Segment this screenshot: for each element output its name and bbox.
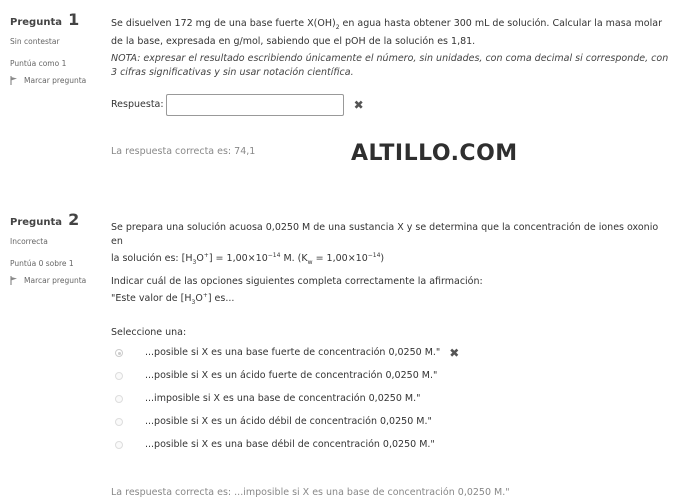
options-list xyxy=(111,341,671,456)
select-one-label: Seleccione una: xyxy=(111,327,187,339)
radio-option-1[interactable] xyxy=(115,349,123,357)
option-3[interactable]: ...imposible si X es una base de concentración 0,0250 M." xyxy=(111,387,671,410)
question-1-score: Puntúa como 1 xyxy=(10,59,67,68)
question-1-title: Pregunta 1 xyxy=(10,10,80,29)
flag-icon xyxy=(10,76,18,85)
question-1-note: NOTA: expresar el resultado escribiendo únicamente el número, sin unidades, con coma decimal si corresponde, con 3 cifras significativas y sin usar notación científica. xyxy=(111,52,669,78)
question-1-info xyxy=(10,10,110,85)
question-1-status: Sin contestar xyxy=(10,37,60,46)
question-1-text: Se disuelven 172 mg de una base fuerte $X(OH)_2$ en agua hasta obtener 300 mL de solución. Calcular la masa molar de la base, expresada en g/mol, sabiendo que el pOH de la solución es 1,81. xyxy=(111,18,662,47)
option-1[interactable]: ...posible si X es una base fuerte de concentración 0,0250 M." ✖ xyxy=(111,341,671,364)
incorrect-icon: ✖ xyxy=(353,97,364,112)
question-2-text: Se prepara una solución acuosa 0,0250 M de una sustancia X y se determina que la concentración de iones oxonio en la solución es: $[H_3O^+] = 1,00\times 10^{-14}$ M. $(K_w = 1,00\times 10^{-14})$ xyxy=(111,222,659,267)
radio-option-4[interactable] xyxy=(115,418,123,426)
answer-row xyxy=(111,94,671,116)
radio-option-3[interactable] xyxy=(115,395,123,403)
radio-option-5[interactable] xyxy=(115,441,123,449)
watermark: ALTILLO.COM xyxy=(351,141,518,166)
question-2-instruction: Indicar cuál de las opciones siguientes completa correctamente la afirmación: xyxy=(111,276,483,288)
question-2-score: Puntúa 0 sobre 1 xyxy=(10,259,74,268)
question-2-statement: "Este valor de $[H_3O^+]$ es... xyxy=(111,292,235,307)
question-2-content xyxy=(111,221,671,500)
incorrect-icon: ✖ xyxy=(449,345,460,360)
option-5[interactable]: ...posible si X es una base débil de concentración 0,0250 M." xyxy=(111,433,671,456)
option-2[interactable]: ...posible si X es un ácido fuerte de concentración 0,0250 M." xyxy=(111,364,671,387)
flag-question-2[interactable]: Marcar pregunta xyxy=(10,276,110,285)
question-2-status: Incorrecta xyxy=(10,237,48,246)
question-1-content xyxy=(111,17,671,159)
question-2-title: Pregunta 2 xyxy=(10,210,80,229)
answer-input[interactable] xyxy=(166,94,344,116)
question-1-correct-answer: La respuesta correcta es: 74,1 xyxy=(111,145,256,157)
radio-option-2[interactable] xyxy=(115,372,123,380)
answer-label: Respuesta: xyxy=(111,98,164,110)
option-4[interactable]: ...posible si X es un ácido débil de concentración 0,0250 M." xyxy=(111,410,671,433)
question-2-info xyxy=(10,210,110,285)
flag-icon xyxy=(10,276,18,285)
flag-question-1[interactable]: Marcar pregunta xyxy=(10,76,110,85)
question-2-correct-answer: La respuesta correcta es: ...imposible si X es una base de concentración 0,0250 M." xyxy=(111,487,510,499)
